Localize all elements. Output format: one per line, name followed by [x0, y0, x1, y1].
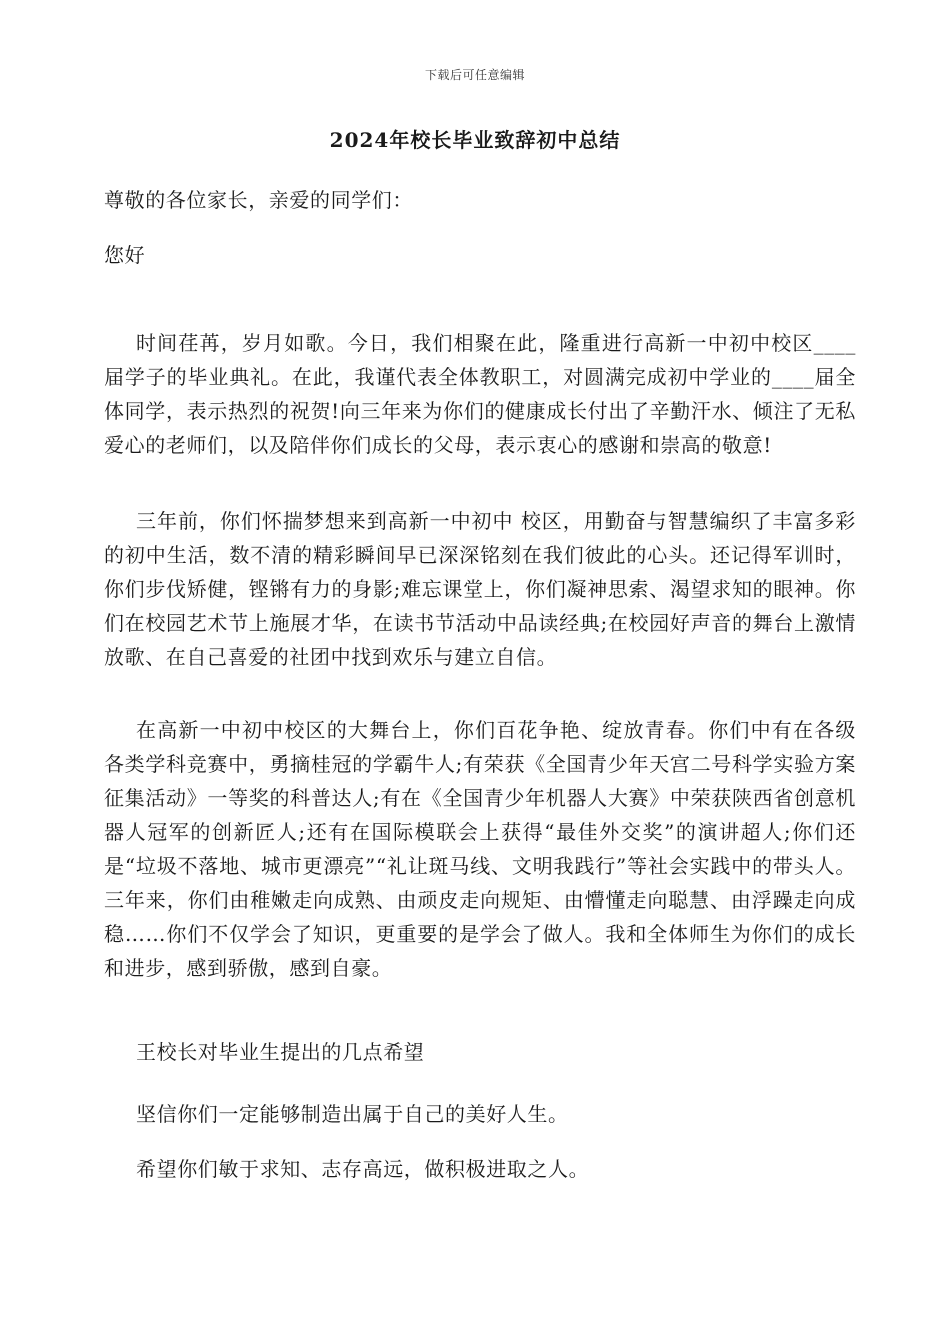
- greeting: 您好: [104, 243, 146, 267]
- section-heading: 王校长对毕业生提出的几点希望: [136, 1040, 425, 1064]
- document-title: 2024年校长毕业致辞初中总结: [329, 128, 621, 152]
- paragraph-memories: 三年前，你们怀揣梦想来到高新一中初中 校区，用勤奋与智慧编织了丰富多彩的初中生活，数不清的精彩瞬间早已深深铭刻在我们彼此的心头。还记得军训时，你们步伐矫健，铿锵有力的身影;难忘课堂上，你们凝神思索、渴望求知的眼神。你们在校园艺术节上施展才华，在读书节活动中品读经典;在校园好声音的舞台上激情放歌、在自己喜爱的社团中找到欢乐与建立自信。: [104, 509, 856, 669]
- paragraph-opening: 时间荏苒，岁月如歌。今日，我们相聚在此，隆重进行高新一中初中校区____届学子的毕业典礼。在此，我谨代表全体教职工，对圆满完成初中学业的____届全体同学，表示热烈的祝贺!向三年来为你们的健康成长付出了辛勤汗水、倾注了无私爱心的老师们，以及陪伴你们成长的父母，表示衷心的感谢和崇高的敬意!: [104, 331, 856, 457]
- paragraph-achievements: 在高新一中初中校区的大舞台上，你们百花争艳、绽放青春。你们中有在各级各类学科竞赛中，勇摘桂冠的学霸牛人;有荣获《全国青少年天宫二号科学实验方案征集活动》一等奖的科普达人;有在《全国青少年机器人大赛》中荣获陕西省创意机器人冠军的创新匠人;还有在国际模联会上获得“最佳外交奖”的演讲超人;你们还是“垃圾不落地、城市更漂亮”“礼让斑马线、文明我践行”等社会实践中的带头人。三年来，你们由稚嫩走向成熟、由顽皮走向规矩、由懵懂走向聪慧、由浮躁走向成稳……你们不仅学会了知识，更重要的是学会了做人。我和全体师生为你们的成长和进步，感到骄傲，感到自豪。: [104, 718, 856, 980]
- salutation: 尊敬的各位家长，亲爱的同学们：: [104, 188, 413, 212]
- wish-item: 希望你们敏于求知、志存高远，做积极进取之人。: [136, 1157, 590, 1181]
- wish-item: 坚信你们一定能够制造出属于自己的美好人生。: [136, 1102, 569, 1126]
- header-note: 下载后可任意编辑: [424, 68, 525, 82]
